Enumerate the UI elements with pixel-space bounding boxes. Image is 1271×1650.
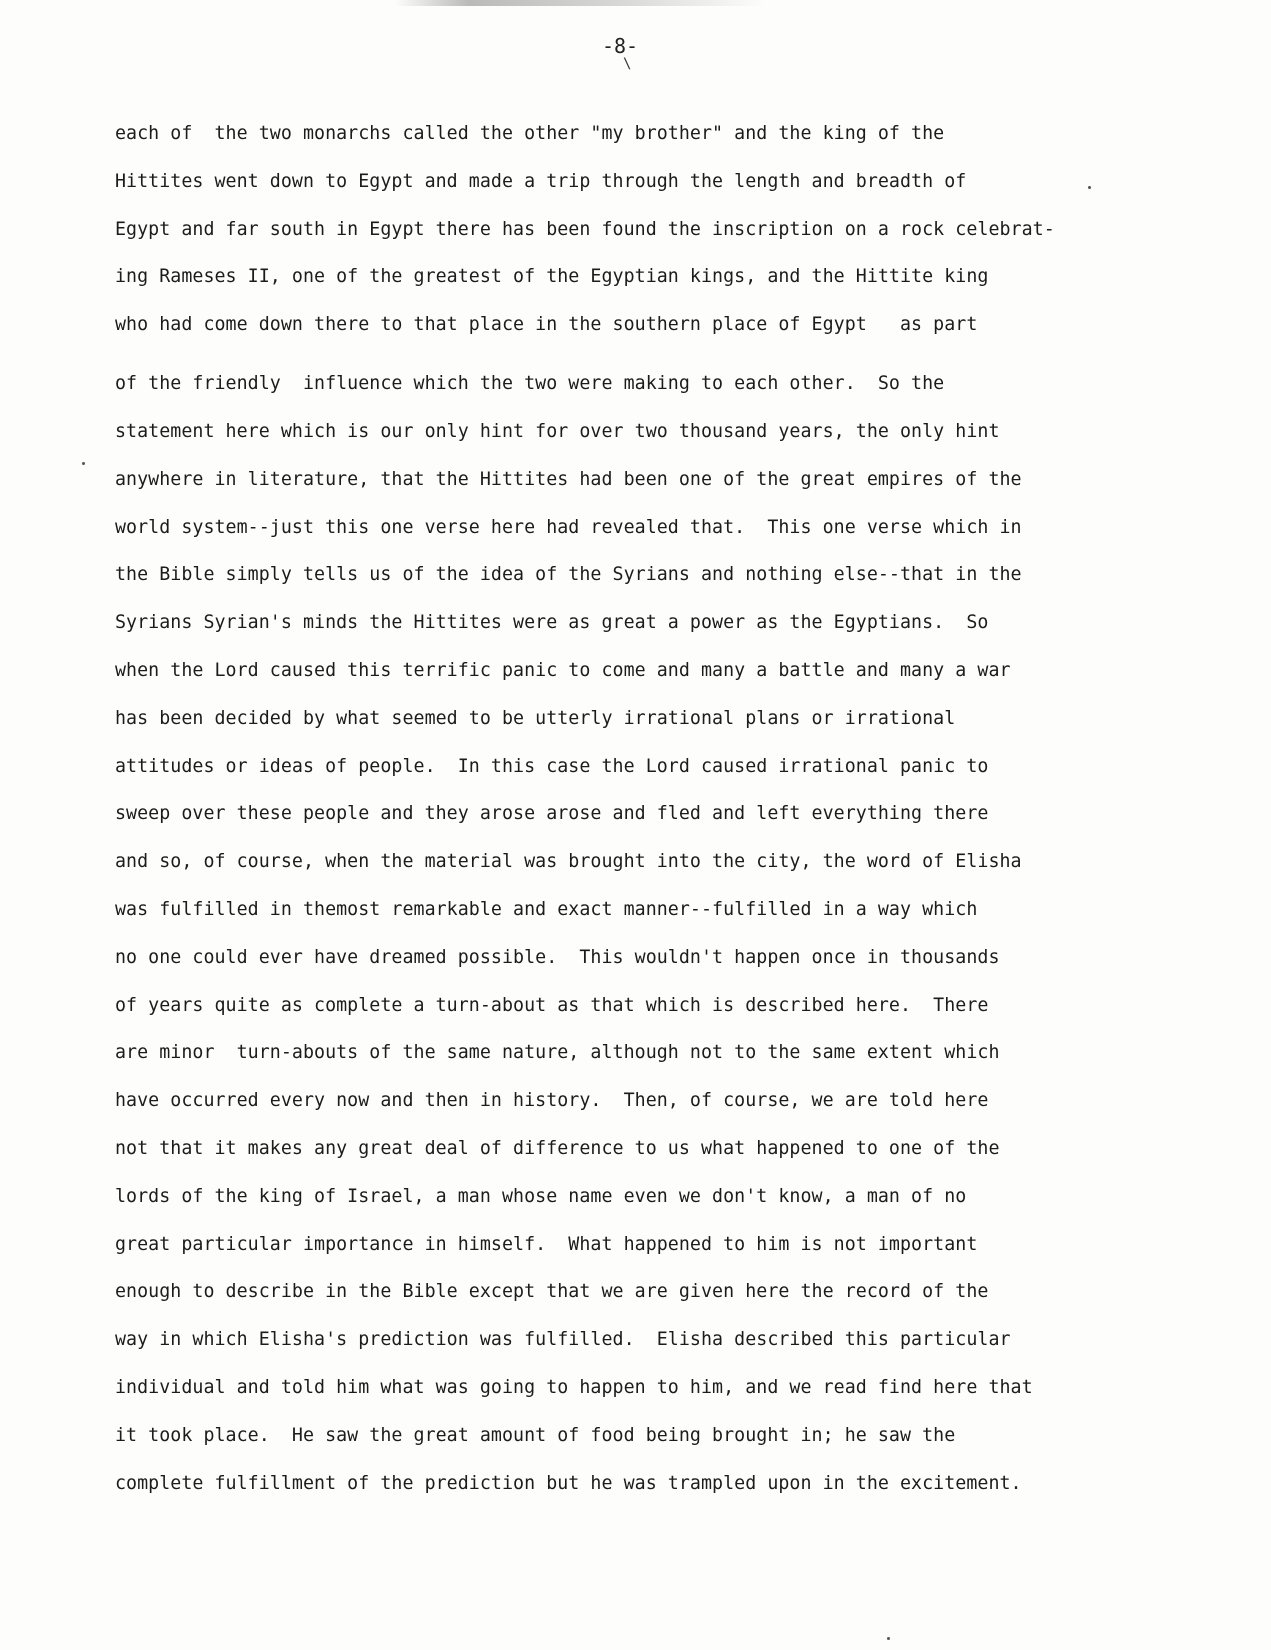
scan-speck <box>1088 186 1091 189</box>
text-line: it took place. He saw the great amount of food being brought in; he saw the <box>115 1424 956 1446</box>
text-line: when the Lord caused this terrific panic to come and many a battle and many a war <box>115 659 1011 681</box>
text-line: and so, of course, when the material was brought into the city, the word of Elisha <box>115 851 1022 873</box>
text-line: individual and told him what was going to happen to him, and we read find here that <box>115 1376 1033 1398</box>
text-line: are minor turn-abouts of the same nature, although not to the same extent which <box>115 1042 1000 1064</box>
text-line: statement here which is our only hint for over two thousand years, the only hint <box>115 420 1000 442</box>
text-line: sweep over these people and they arose arose and fled and left everything there <box>115 803 989 825</box>
text-line: has been decided by what seemed to be utterly irrational plans or irrational <box>115 707 956 729</box>
body-text <box>115 124 1175 1521</box>
text-line: enough to describe in the Bible except that we are given here the record of the <box>115 1281 989 1303</box>
text-line: lords of the king of Israel, a man whose name even we don't know, a man of no <box>115 1185 967 1207</box>
text-line: who had come down there to that place in the southern place of Egypt as part <box>115 314 978 336</box>
text-line: world system--just this one verse here had revealed that. This one verse which in <box>115 516 1022 538</box>
text-line: great particular importance in himself. What happened to him is not important <box>115 1233 978 1255</box>
text-line: not that it makes any great deal of difference to us what happened to one of the <box>115 1137 1000 1159</box>
text-line: of years quite as complete a turn-about as that which is described here. There <box>115 994 989 1016</box>
text-line: of the friendly influence which the two were making to each other. So the <box>115 373 945 395</box>
page-number: -8- <box>601 34 639 58</box>
text-line: the Bible simply tells us of the idea of the Syrians and nothing else--that in the <box>115 564 1022 586</box>
text-line: attitudes or ideas of people. In this case the Lord caused irrational panic to <box>115 755 989 777</box>
text-line: have occurred every now and then in history. Then, of course, we are told here <box>115 1090 989 1112</box>
text-line: Egypt and far south in Egypt there has been found the inscription on a rock celebrat- <box>115 218 1055 240</box>
text-line: anywhere in literature, that the Hittites had been one of the great empires of the <box>115 468 1022 490</box>
text-line: was fulfilled in themost remarkable and exact manner--fulfilled in a way which <box>115 898 978 920</box>
text-line: Syrians Syrian's minds the Hittites were as great a power as the Egyptians. So <box>115 612 989 634</box>
page-mark: \ <box>623 56 632 72</box>
text-line: no one could ever have dreamed possible. This wouldn't happen once in thousands <box>115 946 1000 968</box>
scan-speck <box>887 1637 890 1640</box>
text-line: complete fulfillment of the prediction but he was trampled upon in the excitement. <box>115 1472 1022 1494</box>
text-line: Hittites went down to Egypt and made a trip through the length and breadth of <box>115 170 967 192</box>
text-line: ing Rameses II, one of the greatest of the Egyptian kings, and the Hittite king <box>115 266 989 288</box>
text-line: way in which Elisha's prediction was fulfilled. Elisha described this particular <box>115 1329 1011 1351</box>
scan-speck <box>82 462 85 465</box>
scan-smudge <box>395 0 765 6</box>
text-line: each of the two monarchs called the other "my brother" and the king of the <box>115 123 945 144</box>
